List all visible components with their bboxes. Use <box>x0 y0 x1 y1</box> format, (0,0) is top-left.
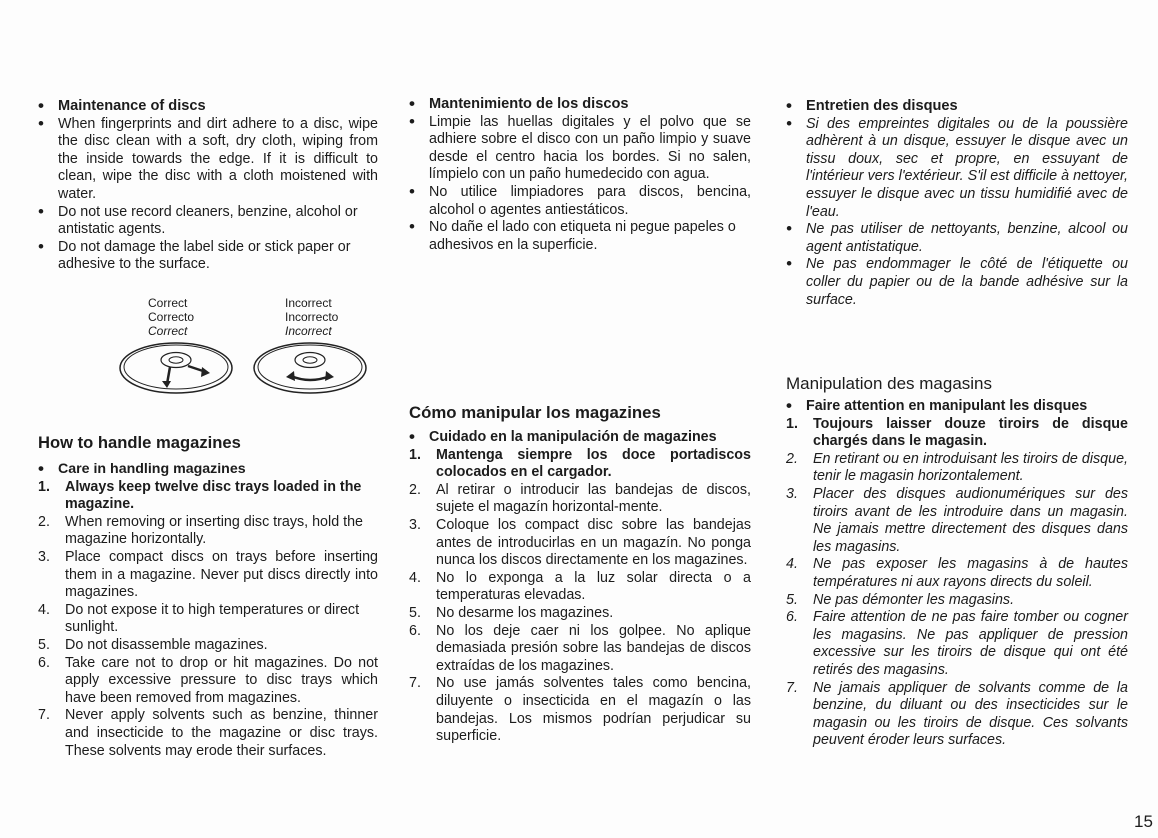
correct-label-fr: Correct <box>148 324 188 338</box>
spanish-magazines-section <box>409 402 751 746</box>
french-column <box>786 98 1128 309</box>
spanish-column <box>409 96 751 254</box>
french-magazines-section <box>786 373 1128 750</box>
step-es-4: 4. No lo exponga a la luz solar directa o a temperaturas elevadas. <box>409 569 751 604</box>
disc-illustrations <box>118 340 368 410</box>
step-es-2: 2. Al retirar o introducir las bandejas de discos, sujete el magazín horizontal-mente. <box>409 481 751 516</box>
incorrect-label-fr: Incorrect <box>285 324 332 338</box>
maint-item-es-1: • Limpie las huellas digitales y el polvo que se adhiere sobre el disco con un paño limpio y suave desde el centro hacia los bordes. Si no salen, límpielo con un paño humedecido con agua. <box>409 114 751 184</box>
step-en-5: 5. Do not disassemble magazines. <box>38 636 268 653</box>
english-column <box>38 98 378 274</box>
step-es-5: 5. No desarme los magazines. <box>409 604 614 621</box>
step-fr-6: 6. Faire attention de ne pas faire tomber ou cogner les magasins. Ne pas appliquer de pression excessive sur les tiroirs de disque qui ont été retirés des magasins. <box>786 609 1128 678</box>
step-fr-3: 3. Placer des disques audionumériques sur des tiroirs avant de les introduire dans un magasin. Ne jamais mettre directement des disques dans les magasins. <box>786 485 1128 555</box>
care-heading-fr: • Faire attention en manipulant les disques <box>786 398 1128 416</box>
step-es-1: 1. Mantenga siempre los doce portadiscos colocados en el cargador. <box>409 446 751 481</box>
maint-item-en-2: • Do not use record cleaners, benzine, alcohol or antistatic agents. <box>38 204 378 239</box>
care-heading-es: • Cuidado en la manipulación de magazines <box>409 429 751 447</box>
maint-heading-fr: • Entretien des disques <box>786 98 1128 116</box>
step-es-7: 7. No use jamás solventes tales como bencina, diluyente o insecticida en el magazín o las bandejas. Los mismos podrían perjudicar su superficie. <box>409 675 751 745</box>
maint-heading-es: • Mantenimiento de los discos <box>409 96 751 114</box>
maint-item-es-3: • No dañe el lado con etiqueta ni pegue papeles o adhesivos en la superficie. <box>409 219 751 254</box>
step-fr-2: 2. En retirant ou en introduisant les tiroirs de disque, tenir le magasin horizontalement. <box>786 450 1128 485</box>
step-en-6: 6. Take care not to drop or hit magazines. Do not apply excessive pressure to disc trays which have been removed from magazines. <box>38 654 378 706</box>
correct-labels <box>148 296 194 338</box>
correct-disc-icon <box>120 343 232 393</box>
incorrect-label-en: Incorrect <box>285 296 332 310</box>
care-heading-en: • Care in handling magazines <box>38 461 378 479</box>
mag-heading-fr: Manipulation des magasins <box>786 374 993 393</box>
step-es-3: 3. Coloque los compact disc sobre las bandejas antes de introducirlas en un magazín. No ponga nunca los discos directamente en los magazines. <box>409 516 751 569</box>
maint-item-fr-3: • Ne pas endommager le côté de l'étiquette ou coller du papier ou de la bande adhésive sur la surface. <box>786 256 1128 309</box>
maint-item-en-3: • Do not damage the label side or stick paper or adhesive to the surface. <box>38 239 378 274</box>
page-number: 15 <box>1134 812 1153 831</box>
step-fr-5: 5. Ne pas démonter les magasins. <box>786 591 1015 608</box>
mag-heading-es: Cómo manipular los magazines <box>409 403 661 422</box>
correct-label-es: Correcto <box>148 310 195 324</box>
incorrect-labels <box>285 296 338 338</box>
correct-label-en: Correct <box>148 296 188 310</box>
step-fr-7: 7. Ne jamais appliquer de solvants comme de la benzine, du diluant ou des insecticides sur le magasin ou les tiroirs de disque. Ces solvants peuvent éroder leurs surfaces. <box>786 679 1128 749</box>
step-en-1: 1. Always keep twelve disc trays loaded in the magazine. <box>38 478 362 513</box>
maint-item-es-2: • No utilice limpiadores para discos, bencina, alcohol o agentes antiestáticos. <box>409 184 751 219</box>
incorrect-label-es: Incorrecto <box>285 310 339 324</box>
step-fr-4: 4. Ne pas exposer les magasins à de hautes températures ni aux rayons directs du soleil. <box>786 556 1128 590</box>
mag-heading-en: How to handle magazines <box>38 433 241 452</box>
step-en-7: 7. Never apply solvents such as benzine, thinner and insecticide to the magazine or disc trays. These solvents may erode their surfaces. <box>38 707 378 759</box>
step-en-2: 2. When removing or inserting disc trays, hold the magazine horizontally. <box>38 513 363 548</box>
step-fr-1: 1. Toujours laisser douze tiroirs de disque chargés dans le magasin. <box>786 415 1128 450</box>
maint-heading-en: • Maintenance of discs <box>38 98 378 116</box>
incorrect-disc-icon <box>254 343 366 393</box>
step-en-3: 3. Place compact discs on trays before inserting them in a magazine. Never put discs directly into magazines. <box>38 548 378 601</box>
maint-item-en-1: • When fingerprints and dirt adhere to a disc, wipe the disc clean with a soft, dry cloth, wiping from the inside towards the edge. If it is difficult to clean, wipe the disc with a cloth moistened with water. <box>38 116 378 204</box>
step-en-4: 4. Do not expose it to high temperatures or direct sunlight. <box>38 601 360 636</box>
maint-item-fr-2: • Ne pas utiliser de nettoyants, benzine, alcool ou agent antistatique. <box>786 221 1128 256</box>
disc-cleaning-diagram <box>118 296 368 406</box>
english-magazines-section <box>38 432 378 760</box>
step-es-6: 6. No los deje caer ni los golpee. No aplique demasiada presión sobre las bandejas de discos extraídas de los magazines. <box>409 622 751 674</box>
maint-item-fr-1: • Si des empreintes digitales ou de la poussière adhèrent à un disque, essuyer le disque avec un tissu doux, sec et propre, en essuyant de l'intérieur vers l'extérieur. S'il est difficile à nettoyer, essuyer le disque avec un tissu humidifié avec de l'eau. <box>786 116 1128 222</box>
